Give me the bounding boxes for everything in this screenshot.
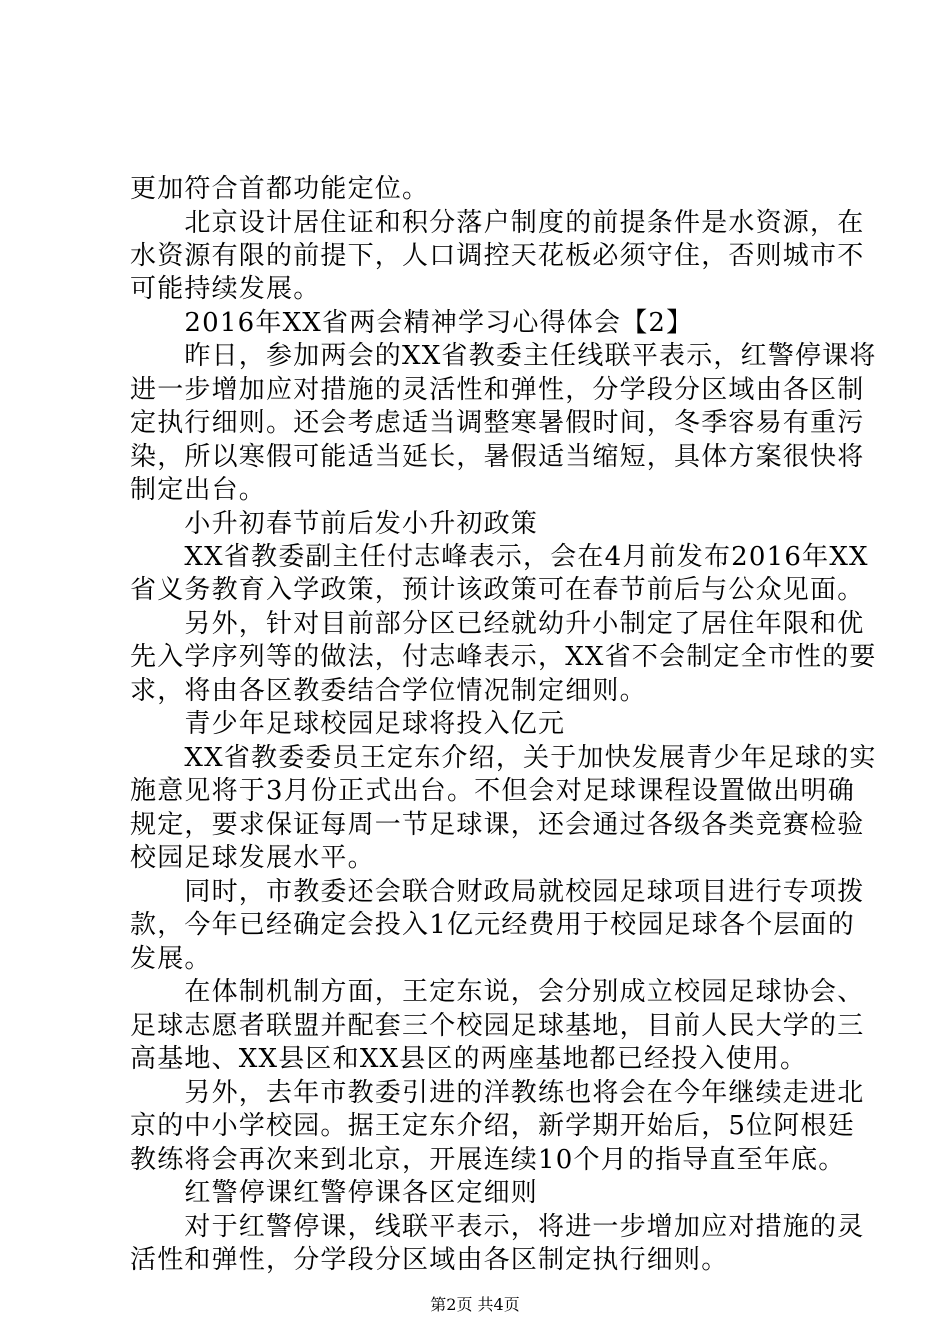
text-line: 京的中小学校园。据王定东介绍，新学期开始后，5位阿根廷 [130, 1111, 855, 1141]
text-line: XX省教委副主任付志峰表示，会在4月前发布2016年XX [130, 542, 869, 572]
subheading: 红警停课红警停课各区定细则 [130, 1178, 539, 1208]
text-line: 昨日，参加两会的XX省教委主任线联平表示，红警停课将 [130, 341, 877, 371]
section-heading: 2016年XX省两会精神学习心得体会【2】 [130, 308, 694, 338]
text-line: 规定，要求保证每周一节足球课，还会通过各级各类竞赛检验 [130, 810, 865, 840]
text-line: 对于红警停课，线联平表示，将进一步增加应对措施的灵 [130, 1212, 865, 1242]
text-line: 发展。 [130, 944, 212, 974]
text-line: 款，今年已经确定会投入1亿元经费用于校园足球各个层面的 [130, 910, 855, 940]
subheading: 青少年足球校园足球将投入亿元 [130, 709, 566, 739]
text-line: 水资源有限的前提下，人口调控天花板必须守住，否则城市不 [130, 241, 865, 271]
text-line: 先入学序列等的做法，付志峰表示，XX省不会制定全市性的要 [130, 642, 877, 672]
text-line: 足球志愿者联盟并配套三个校园足球基地，目前人民大学的三 [130, 1011, 865, 1041]
text-line: 可能持续发展。 [130, 274, 321, 304]
text-line: 校园足球发展水平。 [130, 843, 375, 873]
text-line: 活性和弹性，分学段分区域由各区制定执行细则。 [130, 1245, 729, 1275]
text-line: 求，将由各区教委结合学位情况制定细则。 [130, 676, 647, 706]
page-footer: 第2页 共4页 [430, 1295, 520, 1314]
text-line: XX省教委委员王定东介绍，关于加快发展青少年足球的实 [130, 743, 877, 773]
text-line: 施意见将于3月份正式出台。不但会对足球课程设置做出明确 [130, 776, 855, 806]
text-line: 高基地、XX县区和XX县区的两座基地都已经投入使用。 [130, 1044, 808, 1074]
text-line: 制定出台。 [130, 475, 267, 505]
text-line: 染，所以寒假可能适当延长，暑假适当缩短，具体方案很快将 [130, 442, 865, 472]
text-line: 教练将会再次来到北京，开展连续10个月的指导直至年底。 [130, 1145, 846, 1175]
text-line: 另外，针对目前部分区已经就幼升小制定了居住年限和优 [130, 609, 865, 639]
text-line: 更加符合首都功能定位。 [130, 174, 430, 204]
subheading: 小升初春节前后发小升初政策 [130, 509, 539, 539]
text-line: 另外，去年市教委引进的洋教练也将会在今年继续走进北 [130, 1078, 865, 1108]
text-line: 进一步增加应对措施的灵活性和弹性，分学段分区域由各区制 [130, 375, 865, 405]
text-line: 在体制机制方面，王定东说，会分别成立校园足球协会、 [130, 977, 865, 1007]
text-line: 定执行细则。还会考虑适当调整寒暑假时间，冬季容易有重污 [130, 408, 865, 438]
text-line: 北京设计居住证和积分落户制度的前提条件是水资源，在 [130, 208, 865, 238]
text-line: 省义务教育入学政策，预计该政策可在春节前后与公众见面。 [130, 575, 865, 605]
text-line: 同时，市教委还会联合财政局就校园足球项目进行专项拨 [130, 877, 865, 907]
